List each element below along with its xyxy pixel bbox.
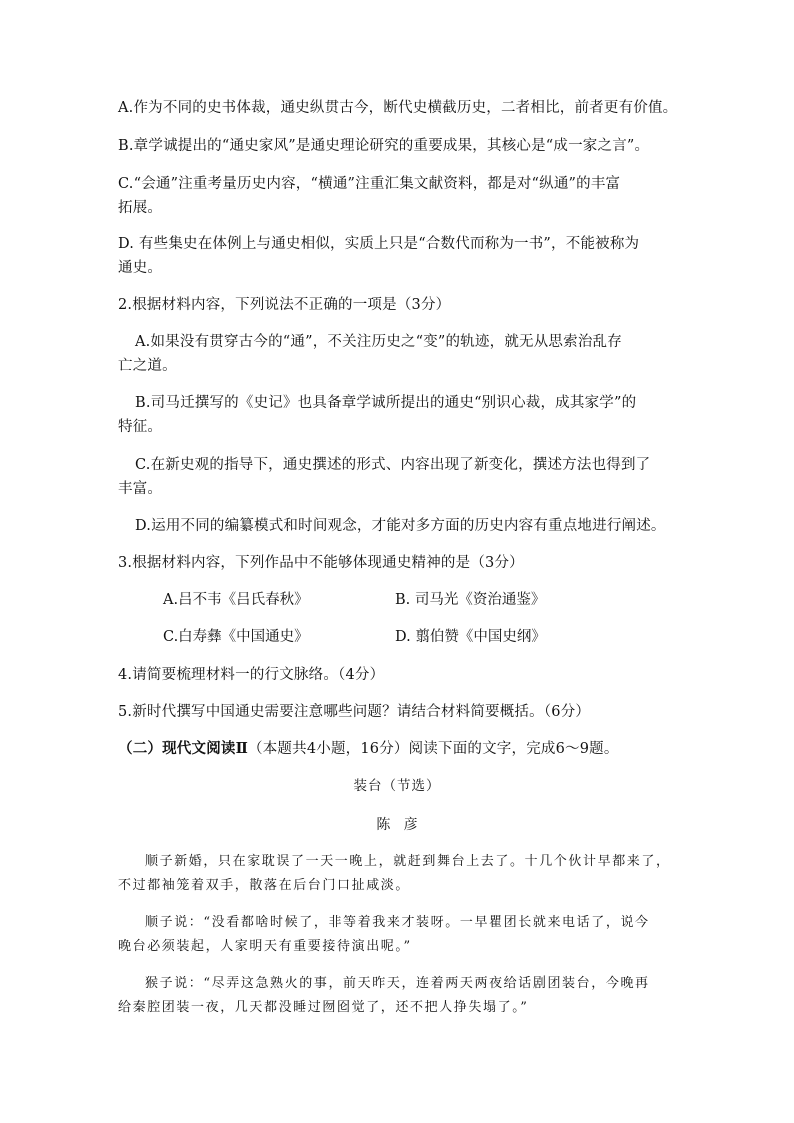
q2-option-c-line2: 丰富。 — [118, 481, 163, 497]
q2-option-b-line2: 特征。 — [118, 419, 163, 435]
q3-option-b: B. 司马光《资治通鉴》 — [395, 592, 546, 608]
story-paragraph-2-line1: 顺子说：“没看都啥时候了，非等着我来才装呀。一早瞿团长就来电话了，说今 — [145, 915, 650, 930]
q2-option-c-line1: C.在新史观的指导下，通史撰述的形式、内容出现了新变化，撰述方法也得到了 — [135, 457, 651, 473]
section-heading: （二）现代文阅读Ⅱ — [118, 740, 249, 757]
story-paragraph-3-line2: 给秦腔团装一夜，几天都没睡过囫囵觉了，还不把人挣失塌了。” — [118, 1000, 529, 1015]
q3-option-d: D. 翦伯赞《中国史纲》 — [395, 629, 546, 645]
q1-option-d-line2: 通史。 — [118, 260, 163, 276]
story-paragraph-1-line1: 顺子新婚，只在家耽误了一天一晚上，就赶到舞台上去了。十几个伙计早都来了， — [145, 854, 671, 869]
q2-stem: 2.根据材料内容，下列说法不正确的一项是（3分） — [118, 297, 451, 313]
q3-option-a: A.吕不韦《吕氏春秋》 — [163, 592, 309, 608]
section-instructions: （本题共4小题，16分）阅读下面的文字，完成6～9题。 — [248, 741, 619, 757]
story-author: 陈 彦 — [376, 817, 418, 833]
q1-option-c-line2: 拓展。 — [118, 200, 163, 216]
q1-option-b: B.章学诚提出的“通史家风”是通史理论研究的重要成果，其核心是“成一家之言”。 — [118, 138, 650, 154]
q5-stem: 5.新时代撰写中国通史需要注意哪些问题？请结合材料简要概括。（6分） — [118, 704, 591, 720]
q3-option-c: C.白寿彝《中国通史》 — [163, 629, 309, 645]
section-header — [118, 739, 619, 759]
story-paragraph-2-line2: 晚台必须装起，人家明天有重要接待演出呢。” — [118, 939, 412, 954]
story-paragraph-3-line1: 猴子说：“尽弄这急熟火的事，前天昨天，连着两天两夜给话剧团装台，今晚再 — [145, 976, 650, 991]
q1-option-a: A.作为不同的史书体裁，通史纵贯古今，断代史横截历史，二者相比，前者更有价值。 — [118, 100, 678, 116]
q1-option-d-line1: D. 有些集史在体例上与通史相似，实质上只是“合数代而称为一书”，不能被称为 — [118, 236, 640, 252]
q3-stem: 3.根据材料内容，下列作品中不能够体现通史精神的是（3分） — [118, 555, 524, 571]
story-title: 装台（节选） — [353, 778, 441, 794]
story-paragraph-1-line2: 不过都袖笼着双手，散落在后台门口扯咸淡。 — [118, 878, 411, 893]
q4-stem: 4.请简要梳理材料一的行文脉络。（4分） — [118, 667, 385, 683]
q2-option-a-line2: 亡之道。 — [118, 358, 177, 374]
q1-option-c-line1: C.“会通”注重考量历史内容，“横通”注重汇集文献资料，都是对“纵通”的丰富 — [118, 176, 621, 192]
q2-option-d: D.运用不同的编纂模式和时间观念，才能对多方面的历史内容有重点地进行阐述。 — [135, 518, 666, 534]
q2-option-b-line1: B.司马迁撰写的《史记》也具备章学诚所提出的通史“别识心裁，成其家学”的 — [135, 395, 637, 411]
q2-option-a-line1: A.如果没有贯穿古今的“通”，不关注历史之“变”的轨迹，就无从思索治乱存 — [135, 334, 622, 350]
